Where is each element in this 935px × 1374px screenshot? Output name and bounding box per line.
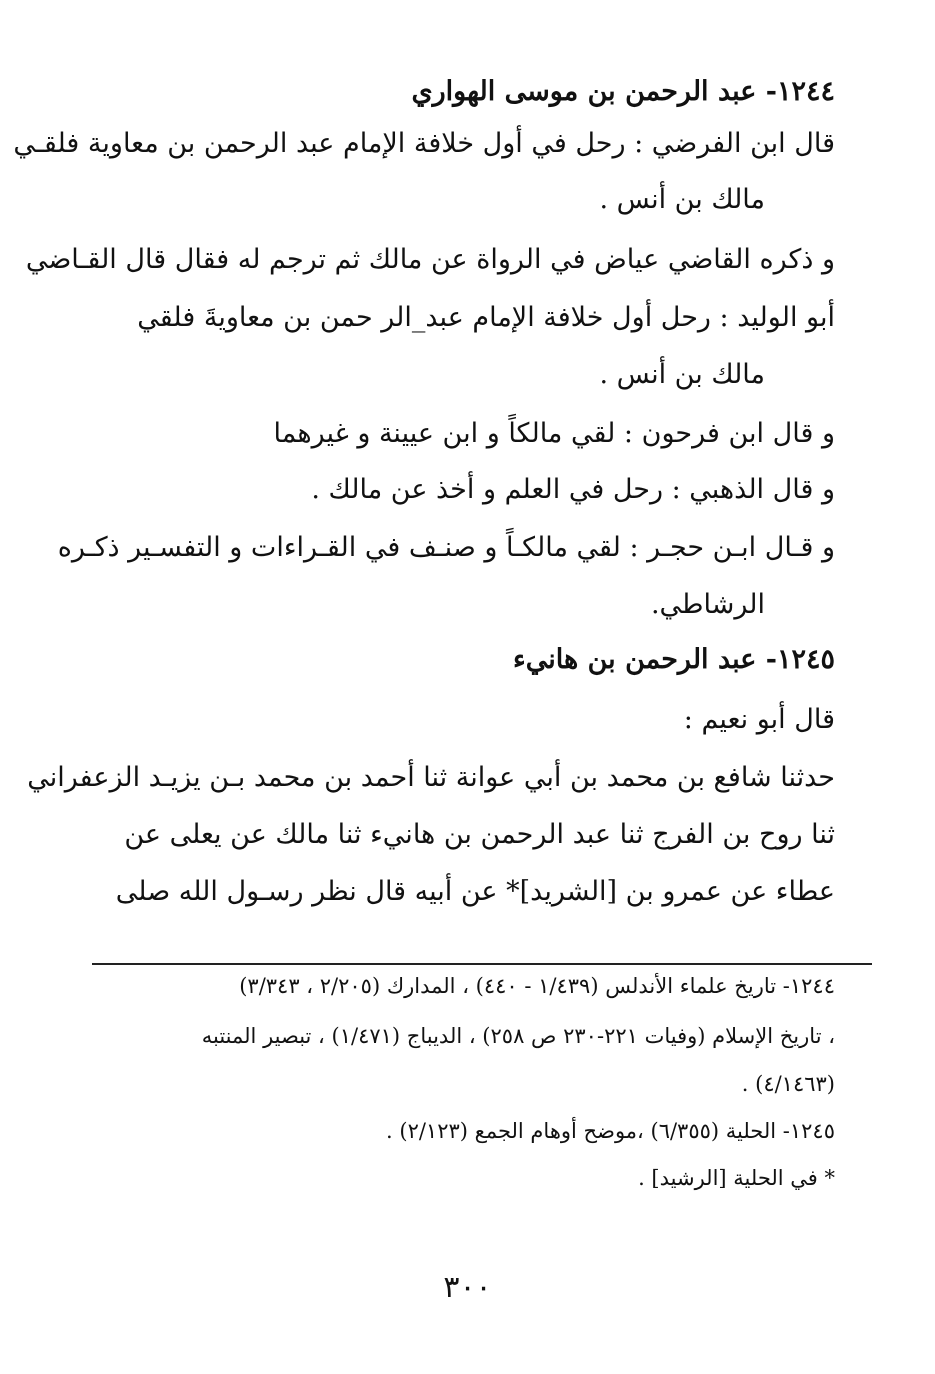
footnote-separator (92, 963, 872, 965)
footnote-1244-line-2: ، تاريخ الإسلام (وفيات ٢٢١-٢٣٠ ص ٢٥٨) ، الديباج (١/٤٧١) ، تبصير المنتبه (201, 1024, 835, 1048)
entry-1245-line-2: حدثنا شافع بن محمد بن أبي عوانة ثنا أحمد بن محمد بـن يزيـد الزعفراني (27, 762, 835, 793)
entry-1244-line-3: و ذكره القاضي عياض في الرواة عن مالك ثم ترجم له فقال قال القـاضي (25, 244, 835, 275)
entry-1244-title: ١٢٤٤- عبد الرحمن بن موسى الهواري (411, 76, 835, 107)
footnote-asterisk-note: * في الحلية [الرشيد] . (638, 1166, 835, 1190)
footnote-1244-line-1: ١٢٤٤- تاريخ علماء الأندلس (١/٤٣٩ - ٤٤٠) ، المدارك (٢/٢٠٥ ، ٣/٣٤٣) (239, 974, 835, 998)
footnote-1245: ١٢٤٥- الحلية (٦/٣٥٥) ،موضح أوهام الجمع (٢/١٢٣) . (386, 1119, 835, 1143)
entry-1244-line-1: قال ابن الفرضي : رحل في أول خلافة الإمام عبد الرحمن بن معاوية فلقـي (13, 128, 835, 159)
entry-1244-line-9: الرشاطي. (650, 589, 765, 620)
entry-1245-line-4: عطاء عن عمرو بن [الشريد]* عن أبيه قال نظر رسـول الله صلى (115, 876, 835, 907)
entry-1244-line-5: مالك بن أنس . (599, 359, 765, 390)
entry-1244-line-8: و قـال ابـن حجـر : لقي مالكـاً و صنـف في القـراءات و التفسـير ذكـره (57, 532, 835, 563)
entry-1245-line-3: ثنا روح بن الفرج ثنا عبد الرحمن بن هانيء ثنا مالك عن يعلى عن (124, 819, 835, 850)
entry-1244-line-2: مالك بن أنس . (599, 184, 765, 215)
entry-1245-line-1: قال أبو نعيم : (683, 704, 835, 735)
footnote-1244-line-3: (٤/١٤٦٣) . (741, 1072, 835, 1096)
entry-1244-line-6: و قال ابن فرحون : لقي مالكاً و ابن عيينة و غيرهما (273, 418, 835, 449)
page-number: ٣٠٠ (443, 1270, 492, 1305)
entry-1244-line-7: و قال الذهبي : رحل في العلم و أخذ عن مالك . (311, 474, 835, 505)
entry-1245-title: ١٢٤٥- عبد الرحمن بن هانيء (513, 644, 835, 675)
entry-1244-line-4: أبو الوليد : رحل أول خلافة الإمام عبد_الر حمن بن معاويةَ فلقي (137, 302, 835, 333)
